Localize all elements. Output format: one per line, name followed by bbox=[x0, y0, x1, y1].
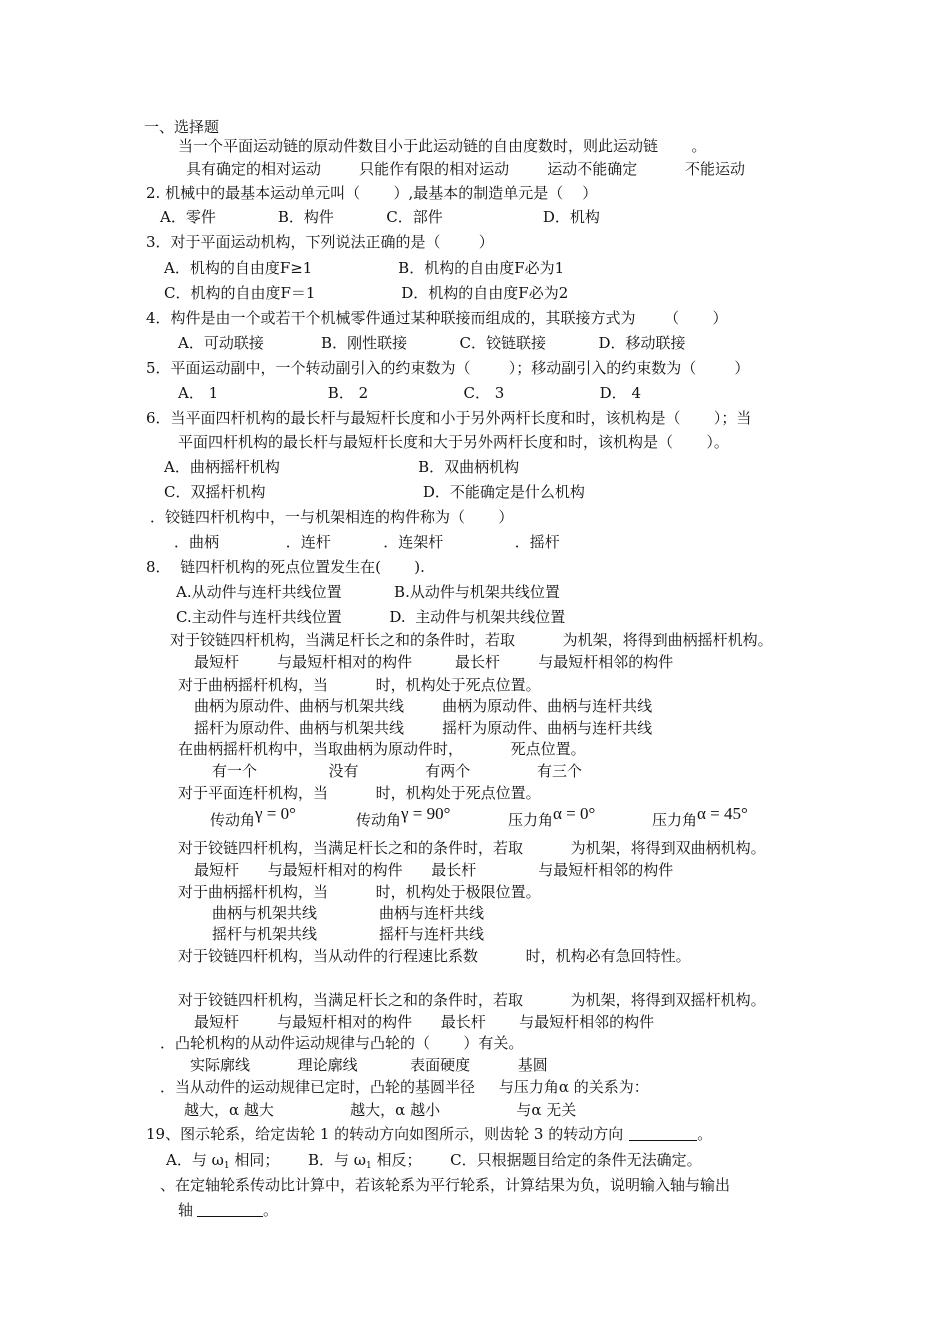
text-line-q13-stem: 对于铰链四杆机构，当满足杆长之和的条件时，若取 为机架，将得到双曲柄机构。 bbox=[178, 839, 766, 857]
q19-options bbox=[166, 1151, 702, 1175]
q12-option-1 bbox=[210, 804, 296, 829]
text-line-q14-opts-c: 摇杆与机架共线 摇杆与连杆共线 bbox=[212, 925, 484, 943]
text-line-q11-stem: 在曲柄摇杆机构中，当取曲柄为原动件时， 死点位置。 bbox=[178, 740, 586, 758]
q20-stem-end: 。 bbox=[263, 1201, 279, 1219]
q12-option-3 bbox=[508, 804, 596, 829]
text-line-q3-opts-a: A．机构的自由度F≥1 B．机构的自由度F必为1 bbox=[164, 259, 565, 277]
text-line-q8-opts-a: A.从动件与连杆共线位置 B.从动件与机架共线位置 bbox=[176, 583, 560, 601]
text-line-q9-opts: 最短杆 与最短杆相对的构件 最长杆 与最短杆相邻的构件 bbox=[194, 653, 674, 671]
answer-blank bbox=[197, 1202, 263, 1217]
text-line-q16-stem: 对于铰链四杆机构，当满足杆长之和的条件时，若取 为机架，将得到双摇杆机构。 bbox=[178, 991, 766, 1009]
answer-blank bbox=[629, 1126, 697, 1141]
text-line-q14-stem: 对于曲柄摇杆机构，当 时，机构处于极限位置。 bbox=[178, 883, 541, 901]
text-line-q15-stem: 对于铰链四杆机构，当从动件的行程速比系数 时，机构必有急回特性。 bbox=[178, 947, 691, 965]
text-line-q8-stem: 8． 链四杆机构的死点位置发生在( ). bbox=[146, 558, 425, 576]
text-line-q17-stem: ．凸轮机构的从动件运动规律与凸轮的（ ）有关。 bbox=[160, 1034, 524, 1052]
q12-option-label: 传动角 bbox=[356, 811, 402, 829]
q12-option-math: α = 0° bbox=[553, 804, 596, 823]
text-line-q14-opts-a: 曲柄与机架共线 曲柄与连杆共线 bbox=[212, 904, 484, 922]
text-line-q16-opts: 最短杆 与最短杆相对的构件 最长杆 与最短杆相邻的构件 bbox=[194, 1013, 655, 1031]
text-line-q18-stem: ．当从动件的运动规律已定时，凸轮的基圆半径 与压力角α 的关系为： bbox=[160, 1078, 649, 1096]
text-line-q6-opts-c: C．双摇杆机构 D．不能确定是什么机构 bbox=[164, 483, 585, 501]
text-line-q17-opts: 实际廓线 理论廓线 表面硬度 基圆 bbox=[190, 1056, 548, 1074]
text-line-q4-stem: 4．构件是由一个或若干个机械零件通过某种联接而组成的，其联接方式为 （ ） bbox=[146, 309, 728, 327]
text-line-q3-opts-c: C．机构的自由度F＝1 D．机构的自由度F必为2 bbox=[164, 284, 569, 302]
q12-option-4 bbox=[652, 804, 748, 829]
text-line-q1-opts: 具有确定的相对运动 只能作有限的相对运动 运动不能确定 不能运动 bbox=[186, 160, 745, 178]
text-line-q7-stem: ．铰链四杆机构中，一与机架相连的构件称为（ ） bbox=[150, 508, 514, 526]
q19-stem-end: 。 bbox=[697, 1125, 713, 1143]
q19-opt-text: 相反； C．只根据题目给定的条件无法确定。 bbox=[371, 1151, 702, 1169]
q12-option-2 bbox=[356, 804, 451, 829]
q20-stem: 、在定轴轮系传动比计算中，若该轮系为平行轮系，计算结果为负，说明输入轴与输出 bbox=[160, 1176, 731, 1194]
text-line-q5-stem: 5．平面运动副中，一个转动副引入的约束数为（ ）；移动副引入的约束数为（ ） bbox=[146, 359, 750, 377]
omega-subscript: 1 bbox=[365, 1161, 372, 1171]
text-line-q4-opts: A．可动联接 B．刚性联接 C．铰链联接 D．移动联接 bbox=[178, 334, 686, 352]
text-line-q6-stem2: 平面四杆机构的最长杆与最短杆长度和大于另外两杆长度和时，该机构是（ ）。 bbox=[178, 433, 729, 451]
q19-opt-text: A．与 ω bbox=[166, 1151, 224, 1169]
text-line-q10-opts-a: 曲柄为原动件、曲柄与机架共线 曲柄为原动件、曲柄与连杆共线 bbox=[194, 697, 653, 715]
q12-option-math: γ = 0° bbox=[255, 804, 296, 823]
q12-option-math: γ = 90° bbox=[401, 804, 451, 823]
text-line-q12-stem: 对于平面连杆机构，当 时，机构处于死点位置。 bbox=[178, 784, 541, 802]
q20-stem-text: 轴 bbox=[178, 1201, 194, 1219]
q12-option-label: 压力角 bbox=[508, 811, 554, 829]
q20-stem-line2 bbox=[178, 1201, 278, 1219]
q19-stem bbox=[146, 1125, 712, 1143]
q19-opt-text: 相同； B．与 ω bbox=[229, 1151, 366, 1169]
text-line-q7-opts: ．曲柄 ．连杆 ．连架杆 ．摇杆 bbox=[174, 533, 560, 551]
section-heading: 一、选择题 bbox=[144, 118, 220, 136]
text-line-q6-stem: 6．当平面四杆机构的最长杆与最短杆长度和小于另外两杆长度和时，该机构是（ ）；当 bbox=[146, 409, 752, 427]
text-line-q2-opts: A．零件 B．构件 C．部件 D．机构 bbox=[160, 208, 600, 226]
text-line-q11-opts: 有一个 没有 有两个 有三个 bbox=[212, 762, 583, 780]
omega-subscript: 1 bbox=[223, 1161, 230, 1171]
text-line-q8-opts-c: C.主动件与连杆共线位置 D. 主动件与机架共线位置 bbox=[176, 608, 566, 626]
text-line-q13-opts: 最短杆 与最短杆相对的构件 最长杆 与最短杆相邻的构件 bbox=[194, 861, 674, 879]
q12-option-label: 压力角 bbox=[652, 811, 698, 829]
text-line-q3-stem: 3．对于平面运动机构，下列说法正确的是（ ） bbox=[146, 233, 494, 251]
text-line-q1-stem: 当一个平面运动链的原动件数目小于此运动链的自由度数时，则此运动链 。 bbox=[178, 137, 707, 155]
q19-stem-text: 19、图示轮系，给定齿轮 1 的转动方向如图所示，则齿轮 3 的转动方向 bbox=[146, 1125, 624, 1143]
text-line-q5-opts: A． 1 B． 2 C． 3 D． 4 bbox=[178, 384, 641, 402]
q12-option-label: 传动角 bbox=[210, 811, 256, 829]
text-line-q10-stem: 对于曲柄摇杆机构，当 时，机构处于死点位置。 bbox=[178, 676, 541, 694]
q12-option-math: α = 45° bbox=[697, 804, 748, 823]
text-line-q9-stem: 对于铰链四杆机构，当满足杆长之和的条件时，若取 为机架，将得到曲柄摇杆机构。 bbox=[170, 631, 773, 649]
text-line-q2-stem: 2. 机械中的最基本运动单元叫（ ）,最基本的制造单元是（ ） bbox=[146, 184, 598, 202]
text-line-q10-opts-c: 摇杆为原动件、曲柄与机架共线 摇杆为原动件、曲柄与连杆共线 bbox=[194, 719, 653, 737]
text-line-q6-opts-a: A．曲柄摇杆机构 B．双曲柄机构 bbox=[164, 458, 520, 476]
text-line-q18-opts: 越大，α 越大 越大，α 越小 与α 无关 bbox=[184, 1101, 577, 1119]
